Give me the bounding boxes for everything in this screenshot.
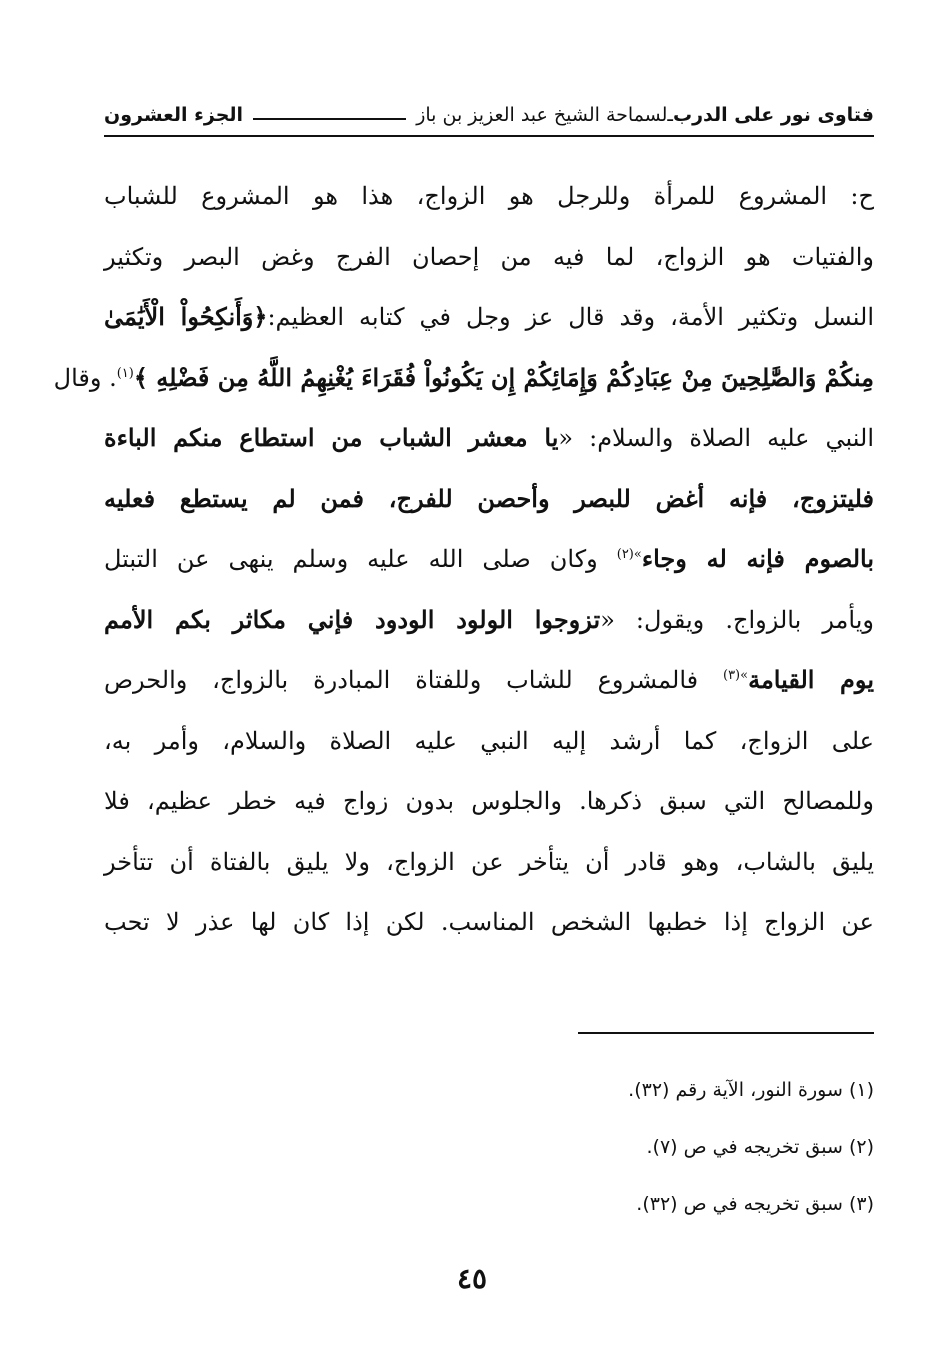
page-number: ٤٥ xyxy=(456,1262,488,1295)
text-line: مِنكُمْ وَالصَّٰلِحِينَ مِنْ عِبَادِكُمْ وَإِمَائِكُمْ إِن يَكُونُواْ فُقَرَاءَ يُغْنِهِمُ اللَّهُ مِن فَضْلِهِ ﴾$^{(١)}$. وقال xyxy=(53,362,874,392)
text-line: النبي عليه الصلاة والسلام: «يا معشر الشباب من استطاع منكم الباءة xyxy=(104,423,874,452)
text-line: ويأمر بالزواج. ويقول: «تزوجوا الولود الودود فإني مكاثر بكم الأمم xyxy=(104,604,874,634)
hadith-text: فليتزوج، فإنه أغض للبصر وأحصن للفرج، فمن لم يستطع فعليه xyxy=(104,483,874,513)
footnote-separator xyxy=(578,1032,874,1034)
hadith-text: يا معشر الشباب من استطاع منكم الباءة xyxy=(104,423,559,452)
footnotes xyxy=(104,1062,874,1233)
hadith-text: تزوجوا الولود الودود فإني مكاثر بكم الأمم xyxy=(104,604,601,634)
header-rule xyxy=(253,118,406,120)
text-line: ح: المشروع للمرأة وللرجل هو الزواج، هذا هو المشروع للشباب xyxy=(104,182,875,210)
text-line xyxy=(104,469,874,530)
running-header xyxy=(104,95,874,137)
footnote-marker: »(٢) xyxy=(616,547,642,562)
text-line: يليق بالشاب، وهو قادر أن يتأخر عن الزواج، ولا يليق بالفتاة أن تتأخر xyxy=(104,847,874,876)
text-line: والفتيات هو الزواج، لما فيه من إحصان الفرج وغض البصر وتكثير xyxy=(104,242,874,271)
footnote-1: (١) سورة النور، الآية رقم (٣٢). xyxy=(628,1079,874,1101)
body-text xyxy=(53,166,875,953)
header-subtitle: لسماحة الشيخ عبد العزيز بن باز xyxy=(416,104,668,126)
quran-verse: مِنكُمْ وَالصَّٰلِحِينَ مِنْ عِبَادِكُمْ وَإِمَائِكُمْ إِن يَكُونُواْ فُقَرَاءَ يُغْنِهِمُ اللَّهُ مِن فَضْلِهِ ﴾ xyxy=(133,362,874,392)
volume-title: الجزء العشرون xyxy=(104,104,244,126)
quran-verse: ﴿وَأَنكِحُواْ الْأَيَٰمَىٰ xyxy=(104,302,268,331)
text-line: وللمصالح التي سبق ذكرها. والجلوس بدون زواج فيه خطر عظيم، فلا xyxy=(104,787,874,815)
footnote-marker: (١) xyxy=(116,365,134,381)
text-line: بالصوم فإنه له وجاء$^{»(٢)}$ وكان صلى الله عليه وسلم ينهى عن التبتل xyxy=(104,544,874,573)
book-title: فتاوى نور على الدرب xyxy=(673,104,874,126)
header-dash: ـ xyxy=(667,104,673,126)
text-line: يوم القيامة$^{»(٣)}$ فالمشروع للشاب وللفتاة المبادرة بالزواج، والحرص xyxy=(104,665,874,694)
footnote-2: (٢) سبق تخريجه في ص (٧). xyxy=(646,1136,874,1158)
text-line: عن الزواج إذا خطبها الشخص المناسب. لكن إذا كان لها عذر لا تحب xyxy=(104,908,874,936)
hadith-text: بالصوم فإنه له وجاء xyxy=(641,544,874,573)
footnote-marker: »(٣) xyxy=(722,668,749,683)
hadith-text: يوم القيامة xyxy=(748,665,874,694)
text-line: على الزواج، كما أرشد إليه النبي عليه الصلاة والسلام، وأمر به، xyxy=(104,726,874,755)
footnote-3: (٣) سبق تخريجه في ص (٣٢). xyxy=(636,1193,874,1215)
text-line: النسل وتكثير الأمة، وقد قال عز وجل في كتابه العظيم:﴿وَأَنكِحُواْ الْأَيَٰمَىٰ xyxy=(104,302,874,331)
